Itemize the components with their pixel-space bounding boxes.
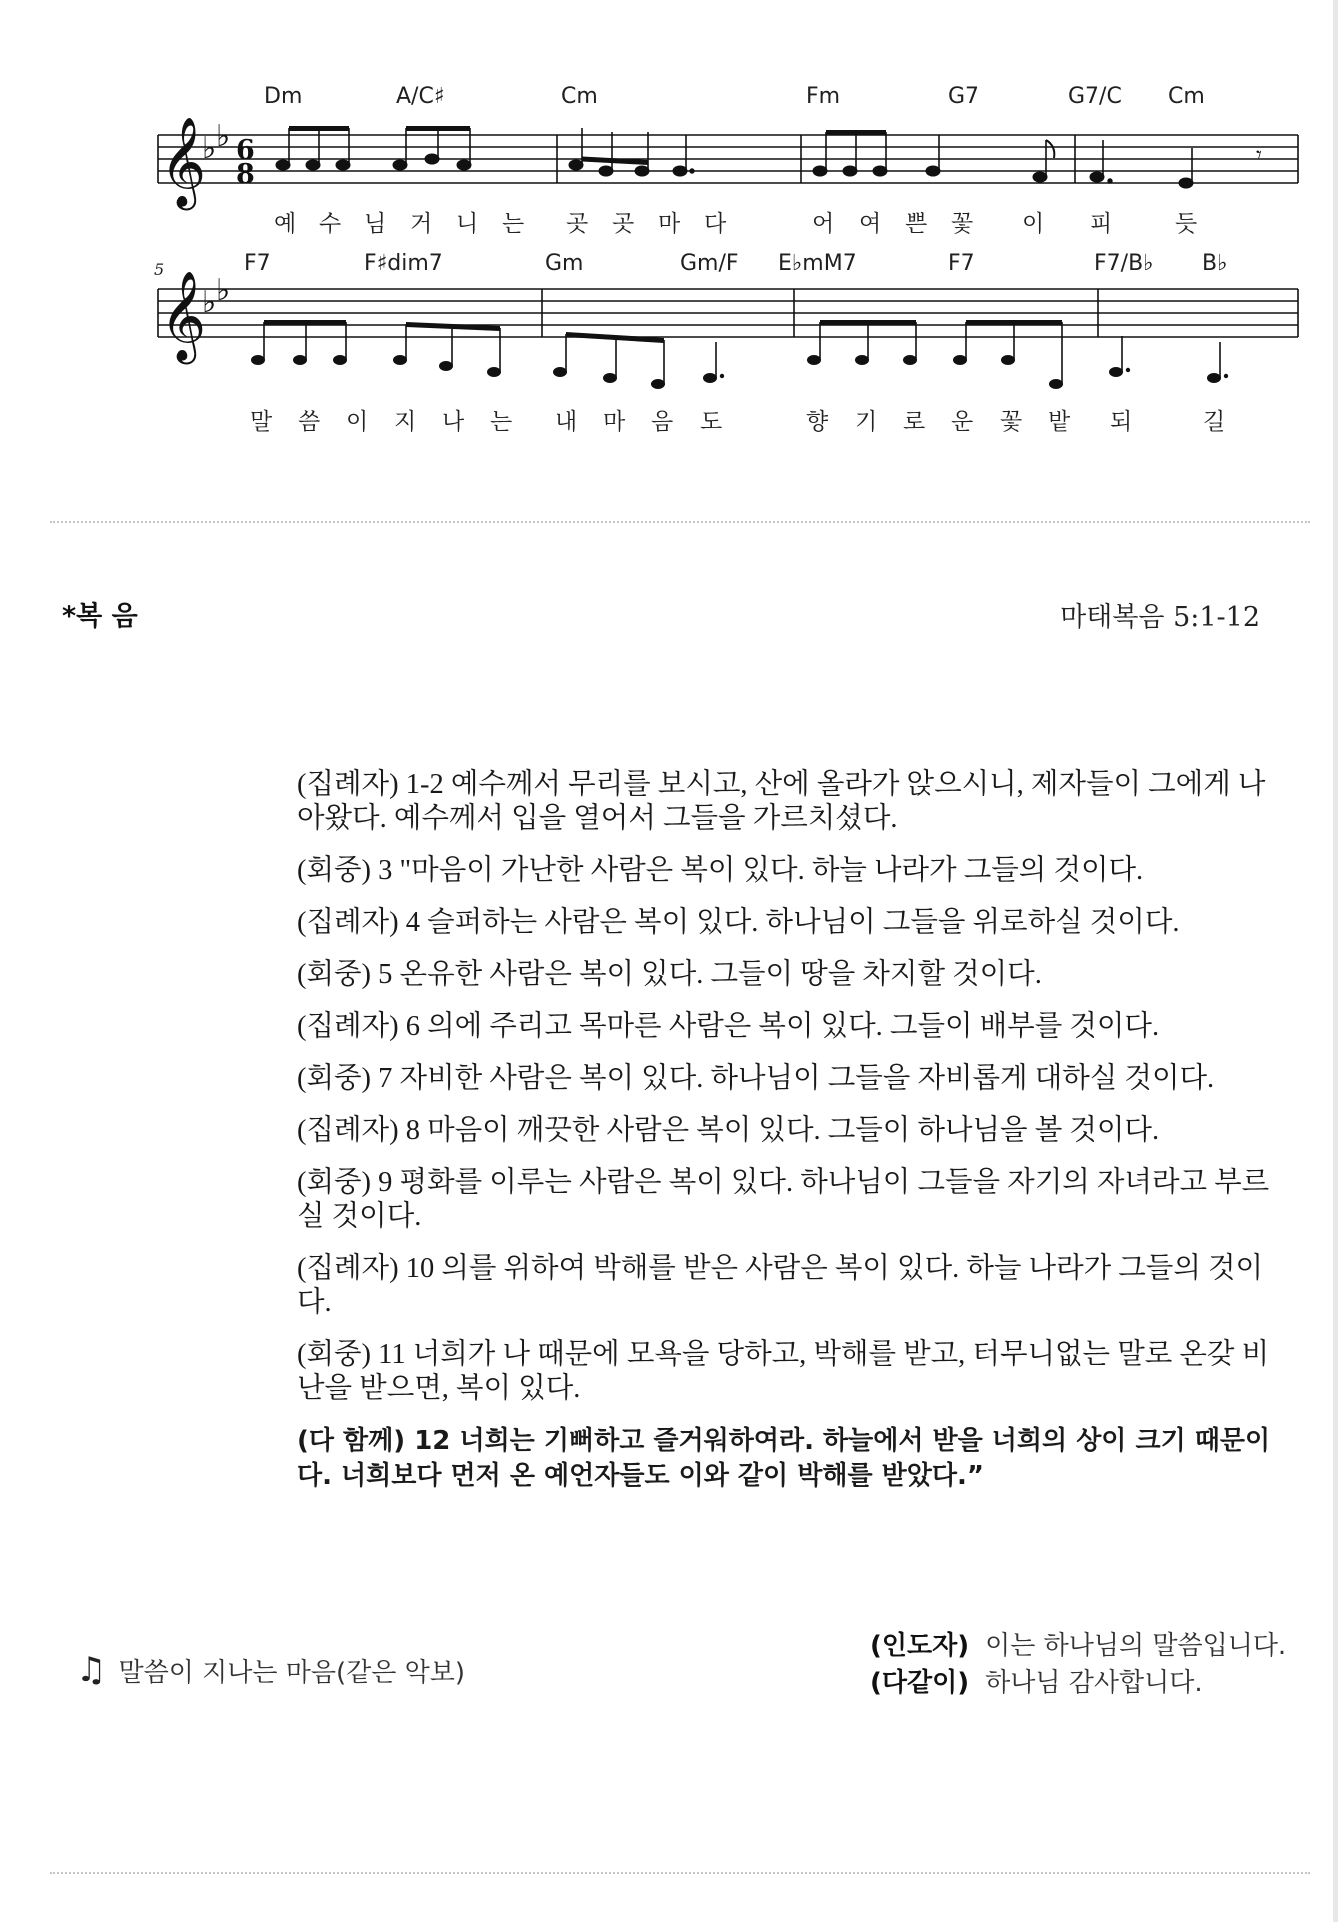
lyric-syllable: 음	[651, 409, 674, 435]
chord-symbol: F7	[948, 251, 975, 276]
flat-icon: ♭	[216, 273, 231, 308]
reading-verse: (집례자) 10 의를 위하여 박해를 받은 사람은 복이 있다. 하늘 나라가 그들의 것이다.	[297, 1253, 1264, 1318]
lyric-syllable: 예	[274, 211, 297, 237]
lyric-syllable: 다	[704, 211, 727, 237]
lyric-syllable: 내	[555, 409, 578, 435]
reading-verse: (집례자) 4 슬퍼하는 사람은 복이 있다. 하나님이 그들을 위로하실 것이다.	[297, 907, 1180, 938]
chord-symbol: Dm	[264, 84, 303, 109]
lyric-syllable: 나	[442, 409, 465, 435]
flat-icon: ♭	[216, 119, 231, 154]
response-label: (다같이)	[870, 1668, 970, 1698]
lyric-syllable: 는	[502, 211, 525, 237]
reading-verse: (집례자) 6 의에 주리고 목마른 사람은 복이 있다. 그들이 배부를 것이다.	[297, 1011, 1160, 1042]
lyric-syllable: 여	[859, 211, 882, 237]
chord-symbol: F7	[244, 251, 271, 276]
lyric-syllable: 마	[658, 211, 681, 237]
chord-symbol: A/C♯	[396, 84, 445, 109]
lyric-syllable: 거	[410, 211, 433, 237]
lyric-syllable: 쁜	[905, 211, 928, 237]
lyric-syllable: 듯	[1175, 211, 1198, 237]
response-all	[870, 1662, 1203, 1699]
section-divider	[50, 521, 1310, 523]
chord-symbol: Cm	[1168, 84, 1205, 109]
reading-verse: (집례자) 1-2 예수께서 무리를 보시고, 산에 올라가 앉으시니, 제자들이 그에게 나아왔다. 예수께서 입을 열어서 그들을 가르치셨다.	[297, 769, 1266, 834]
chord-symbol: F7/B♭	[1094, 251, 1154, 276]
scripture-reference: 마태복음 5:1-12	[1060, 602, 1260, 633]
lyric-syllable: 도	[700, 409, 723, 435]
lyric-syllable: 꽃	[1000, 409, 1023, 435]
reading-verse: (회중) 3 "마음이 가난한 사람은 복이 있다. 하늘 나라가 그들의 것이다.	[297, 855, 1144, 886]
response-label: (인도자)	[870, 1631, 970, 1661]
treble-clef-icon: 𝄞	[160, 117, 207, 207]
reading-verse: (집례자) 8 마음이 깨끗한 사람은 복이 있다. 그들이 하나님을 볼 것이다.	[297, 1115, 1160, 1146]
lyric-syllable: 곳	[612, 211, 635, 237]
lyric-syllable: 길	[1203, 409, 1226, 435]
reading-verse: (회중) 7 자비한 사람은 복이 있다. 하나님이 그들을 자비롭게 대하실 것이다.	[297, 1063, 1215, 1094]
music-note-icon: ♫	[76, 1650, 107, 1690]
chord-symbol: B♭	[1202, 251, 1228, 276]
lyric-syllable: 수	[319, 211, 342, 237]
lyric-syllable: 꽃	[951, 211, 974, 237]
chord-symbol: F♯dim7	[364, 251, 443, 276]
staff-system-2	[0, 271, 1338, 410]
chord-symbol: Fm	[806, 84, 841, 109]
lyric-syllable: 되	[1110, 409, 1133, 435]
lyric-syllable: 마	[603, 409, 626, 435]
time-signature-bottom: 8	[236, 159, 255, 190]
chord-symbol: Gm/F	[680, 251, 739, 276]
lyric-syllable: 니	[456, 211, 479, 237]
lyric-syllable: 로	[903, 409, 926, 435]
chord-symbol: G7/C	[1068, 84, 1122, 109]
response-text: 이는 하나님의 말씀입니다.	[985, 1631, 1287, 1661]
lyric-syllable: 님	[364, 211, 387, 237]
flat-icon: ♭	[202, 285, 217, 320]
lyric-syllable: 이	[346, 409, 369, 435]
chord-symbol: Gm	[545, 251, 584, 276]
measure-number: 5	[154, 260, 165, 279]
song-link[interactable]	[76, 1650, 465, 1690]
lyric-syllable: 이	[1022, 211, 1045, 237]
lyric-syllable: 기	[855, 409, 878, 435]
response-text: 하나님 감사합니다.	[985, 1668, 1203, 1698]
lyric-syllable: 지	[394, 409, 417, 435]
lyric-syllable: 운	[951, 409, 974, 435]
reading-verse: (회중) 11 너희가 나 때문에 모욕을 당하고, 박해를 받고, 터무니없는 말로 온갖 비난을 받으면, 복이 있다.	[297, 1339, 1270, 1404]
lyric-syllable: 어	[812, 211, 835, 237]
reading-verse: (회중) 5 온유한 사람은 복이 있다. 그들이 땅을 차지할 것이다.	[297, 959, 1042, 990]
reading-verse: (회중) 9 평화를 이루는 사람은 복이 있다. 하나님이 그들을 자기의 자녀라고 부르실 것이다.	[297, 1167, 1270, 1232]
lyric-syllable: 밭	[1048, 409, 1071, 435]
lyric-syllable: 는	[490, 409, 513, 435]
section-divider	[50, 1872, 1310, 1874]
time-signature-top: 6	[236, 135, 255, 166]
chord-symbol: G7	[948, 84, 980, 109]
rest-icon: 𝄾	[1256, 143, 1262, 168]
treble-clef-icon: 𝄞	[160, 271, 207, 361]
responsive-reading	[297, 768, 1282, 1512]
lyric-syllable: 향	[806, 409, 829, 435]
section-title: *복 음	[62, 601, 138, 632]
response-leader	[870, 1625, 1286, 1662]
lyric-syllable: 말	[250, 409, 273, 435]
notes-system-2	[251, 320, 1228, 389]
chord-symbol: Cm	[561, 84, 598, 109]
chord-symbol: E♭mM7	[778, 251, 857, 276]
song-title: 말씀이 지나는 마음(같은 악보)	[118, 1657, 465, 1688]
reading-final-verse: (다 함께) 12 너희는 기뻐하고 즐거워하여라. 하늘에서 받을 너희의 상이 크기 때문이다. 너희보다 먼저 온 예언자들도 이와 같이 박해를 받았다.”	[297, 1426, 1271, 1491]
lyric-syllable: 씀	[298, 409, 321, 435]
lyric-syllable: 피	[1090, 211, 1113, 237]
flat-icon: ♭	[202, 131, 217, 166]
lyric-syllable: 곳	[566, 211, 589, 237]
